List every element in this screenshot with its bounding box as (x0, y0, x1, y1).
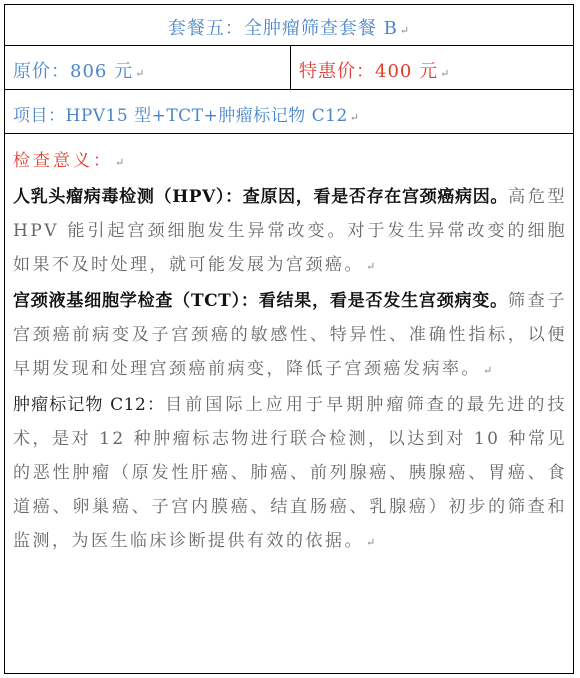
package-title: 套餐五：全肿瘤筛查套餐 B ↵ (167, 18, 411, 39)
tct-lead: 宫颈液基细胞学检查（TCT）：看结果，看是否发生宫颈病变。 (13, 291, 508, 311)
paragraph-mark-icon: ↵ (483, 364, 494, 377)
paragraph-mark-icon: ↵ (135, 67, 146, 80)
tct-paragraph (13, 284, 567, 388)
paragraph-mark-icon: ↵ (366, 536, 377, 549)
paragraph-mark-icon: ↵ (115, 156, 126, 169)
package-table (4, 4, 574, 674)
items-row (5, 90, 573, 134)
c12-description: 目前国际上应用于早期肿瘤筛查的最先进的技术，是对 12 种肿瘤标志物进行联合检测，以达到对 10 种常见的恶性肿瘤（原发性肝癌、肺癌、前列腺癌、胰腺癌、胃癌、食道癌、卵巢癌、子宫内膜癌、结直肠癌、乳腺癌）初步的筛查和监测，为医生临床诊断提供有效的依据。 (13, 395, 568, 551)
body-row (5, 134, 573, 673)
hpv-description: 高危型 HPV 能引起宫颈细胞发生异常改变。对于发生异常改变的细胞如果不及时处理，就可能发展为宫颈癌。 (13, 187, 568, 275)
section-title: 检查意义： (13, 151, 113, 171)
paragraph-mark-icon: ↵ (366, 260, 377, 273)
hpv-paragraph (13, 180, 567, 284)
special-price: 特惠价：400 元 ↵ (299, 61, 451, 82)
c12-lead: 肿瘤标记物 C12： (13, 395, 166, 415)
special-price-cell (291, 46, 573, 89)
paragraph-mark-icon: ↵ (399, 24, 411, 37)
price-row (5, 46, 573, 90)
paragraph-mark-icon: ↵ (349, 111, 360, 124)
original-price-cell (5, 46, 291, 89)
section-title-para (13, 144, 567, 180)
hpv-lead: 人乳头瘤病毒检测（HPV）：查原因，看是否存在宫颈癌病因。 (13, 187, 509, 207)
body-content (13, 144, 567, 560)
title-row (5, 5, 573, 46)
items-label: 项目：HPV15 型+TCT+肿瘤标记物 C12 ↵ (13, 106, 360, 126)
paragraph-mark-icon: ↵ (440, 67, 451, 80)
original-price: 原价：806 元 ↵ (13, 61, 146, 82)
tct-description: 筛查子宫颈癌前病变及子宫颈癌的敏感性、特异性、准确性指标，以便早期发现和处理宫颈癌前病变，降低子宫颈癌发病率。 (13, 291, 567, 379)
c12-paragraph (13, 388, 567, 560)
